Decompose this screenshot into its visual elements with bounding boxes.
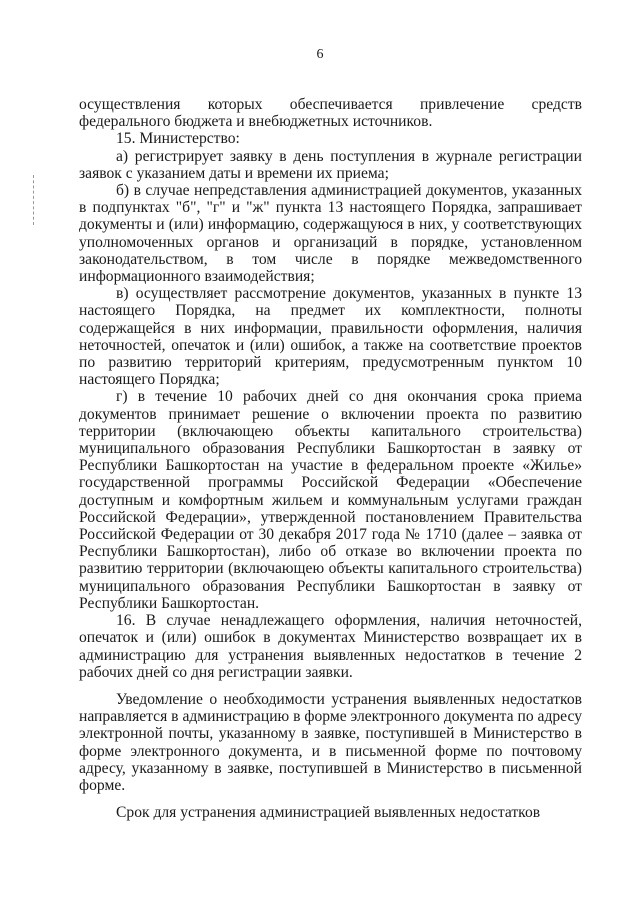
paragraph-deadline: Срок для устранения администрацией выявленных недостатков: [116, 804, 541, 822]
paragraph-continuation: осуществления которых обеспечивается привлечение средств федерального бюджета и внебюджетных источников.: [79, 96, 582, 131]
paragraph-notification: Уведомление о необходимости устранения выявленных недостатков направляется в администрацию в форме электронного документа по адресу электронной почты, указанному в заявке, поступившей в Министерство в форме электронного документа, и в письменной форме по почтовому адресу, указанному в заявке, поступившей в Министерство в письменной форме.: [79, 690, 582, 794]
paragraph-clause-15g: г) в течение 10 рабочих дней со дня окончания срока приема документов принимает решение о включении проекта по развитию территории (включающею объекты капитального строительства) муниципального образования Республики Башкортостан в заявку от Республики Башкортостан на участие в федеральном проекте «Жилье» государственной программы Российской Федерации «Обеспечение доступным и комфортным жильем и коммунальным услугами граждан Российской Федерации», утвержденной постановлением Правительства Российской Федерации от 30 декабря 2017 года № 1710 (далее – заявка от Республики Башкортостан), либо об отказе во включении проекта по развитию территории (включающею объекты капитального строительства) муниципального образования Республики Башкортостан в заявку от Республики Башкортостан.: [79, 388, 582, 612]
paragraph-clause-15a: а) регистрирует заявку в день поступления в журнале регистрации заявок с указанием даты и времени их приема;: [79, 147, 582, 182]
margin-mark: [33, 175, 35, 225]
page-number: 6: [316, 47, 324, 62]
paragraph-clause-16: 16. В случае ненадлежащего оформления, наличия неточностей, опечаток и (или) ошибок в документах Министерство возвращает их в администрацию для устранения выявленных недостатков в течение 2 рабочих дней со дня регистрации заявки.: [79, 612, 582, 681]
document-body: [79, 96, 582, 821]
paragraph-clause-15b: б) в случае непредставления администрацией документов, указанных в подпунктах "б", "г" и "ж" пункта 13 настоящего Порядка, запрашивает документы и (или) информацию, содержащуюся в них, у соответствующих уполномоченных органов и организаций в порядке, установленном законодательством, в том числе в порядке межведомственного информационного взаимодействия;: [79, 182, 582, 286]
paragraph-clause-15: 15. Министерство:: [116, 130, 240, 148]
paragraph-clause-15v: в) осуществляет рассмотрение документов, указанных в пункте 13 настоящего Порядка, на предмет их комплектности, полноты содержащейся в них информации, правильности оформления, наличия неточностей, опечаток и (или) ошибок, а также на соответствие проектов по развитию территорий критериям, предусмотренным пунктом 10 настоящего Порядка;: [79, 285, 582, 389]
